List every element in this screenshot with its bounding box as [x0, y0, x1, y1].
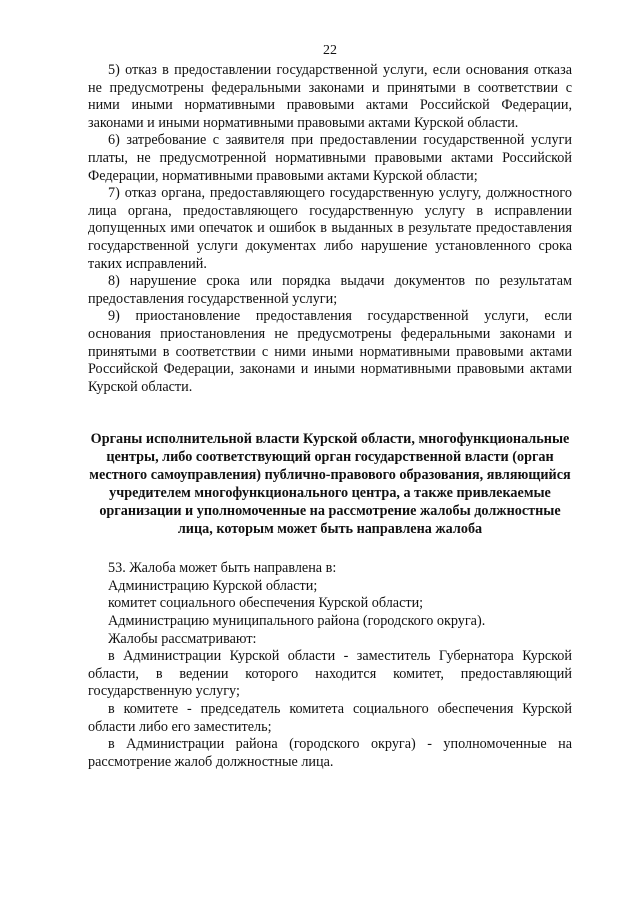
list-item-6: 6) затребование с заявителя при предоставлении государственной услуги платы, не предусмотренной нормативными правовыми актами Российской Федерации, нормативными правовыми актами Курской области;	[88, 132, 572, 184]
list-item-7: 7) отказ органа, предоставляющего государственную услугу, должностного лица органа, предоставляющего государственную услугу в исправлении допущенных ими опечаток и ошибок в выданных в результате предоставления государственной услуги документах либо нарушение установленного срока таких исправлений.	[88, 185, 572, 272]
page-number: 22	[323, 43, 337, 58]
reviewer-paragraph: в Администрации Курской области - заместитель Губернатора Курской области, в ведении которого находится комитет, предоставляющий государственную услугу;	[88, 648, 572, 700]
section-heading: Органы исполнительной власти Курской области, многофункциональные центры, либо соответствующий орган государственной власти (орган местного самоуправления) публично-правового образования, являющийся учредителем многофункционального центра, а также привлекаемые организации и уполномоченные на рассмотрение жалобы должностные лица, которым может быть направлена жалоба	[89, 431, 571, 538]
section-line: Жалобы рассматривают:	[108, 630, 257, 647]
section-line: комитет социального обеспечения Курской области;	[108, 595, 424, 612]
section-line: Администрацию Курской области;	[108, 577, 318, 594]
reviewer-paragraph: в комитете - председатель комитета социального обеспечения Курской области либо его заместитель;	[88, 701, 572, 735]
list-item-5: 5) отказ в предоставлении государственной услуги, если основания отказа не предусмотрены федеральными законами и принятыми в соответствии с ними иными нормативными правовыми актами Российской Федерации, законами и иными нормативными правовыми актами Курской области.	[88, 62, 572, 131]
section-line: 53. Жалоба может быть направлена в:	[108, 560, 337, 577]
section-line: Администрацию муниципального района (городского округа).	[108, 613, 486, 630]
reviewer-paragraph: в Администрации района (городского округа) - уполномоченные на рассмотрение жалоб должностные лица.	[88, 736, 572, 770]
list-item-8: 8) нарушение срока или порядка выдачи документов по результатам предоставления государственной услуги;	[88, 273, 572, 307]
list-item-9: 9) приостановление предоставления государственной услуги, если основания приостановления не предусмотрены федеральными законами и принятыми в соответствии с ними иными нормативными правовыми актами Российской Федерации, законами и иными нормативными правовыми актами Курской области.	[88, 308, 572, 395]
spacer	[88, 538, 572, 560]
spacer	[88, 396, 572, 430]
